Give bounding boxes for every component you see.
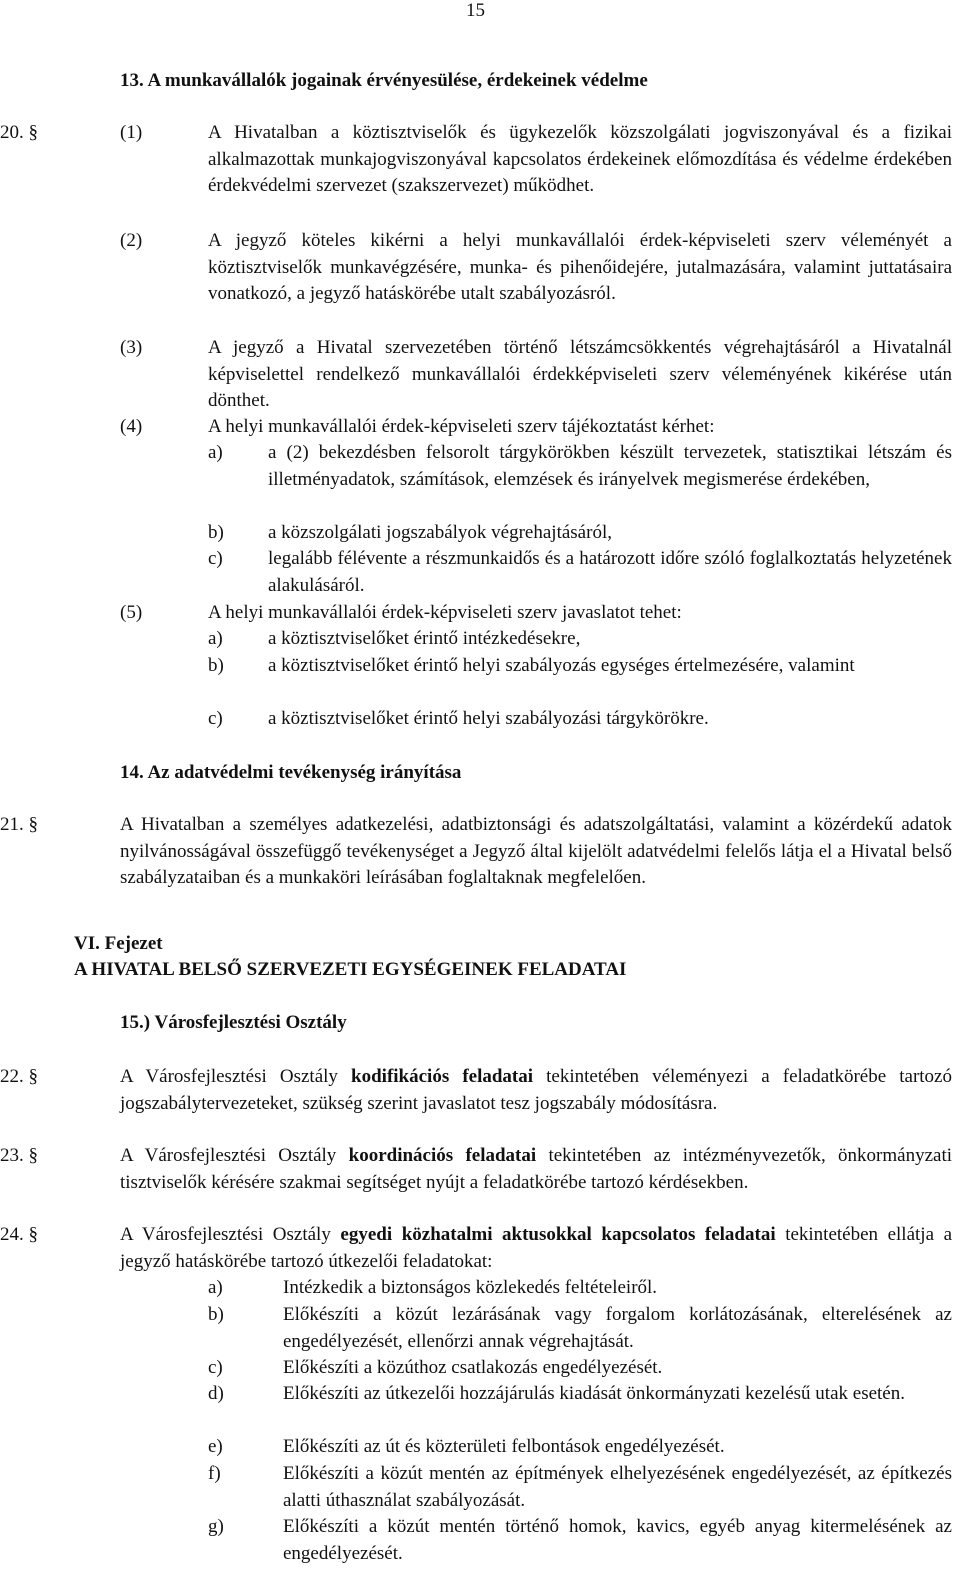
- list-item-letter: a): [208, 1277, 223, 1298]
- item-text: A jegyző a Hivatal szervezetében történő létszámcsökkentés végrehajtásáról a Hivatalnál képviselettel rendelkező munkavállalói érdekképviseleti szerv véleményének kikérése után dönthet.: [208, 337, 952, 411]
- item-number: (2): [120, 230, 143, 251]
- sub-item-letter: b): [208, 522, 224, 543]
- list-item-text: Előkészíti a közút lezárásának vagy forgalom korlátozásának, elterelésének az engedélyezését, ellenőrzi annak végrehajtását.: [283, 1304, 952, 1352]
- list-item-text: Előkészíti az út és közterületi felbontások engedélyezését.: [283, 1436, 725, 1457]
- list-item-letter: e): [208, 1436, 223, 1457]
- item-number: (5): [120, 602, 143, 623]
- chapter-title: VI. Fejezet: [74, 933, 163, 954]
- paragraph-23-number: 23. §: [0, 1145, 38, 1166]
- sub-item-text: a (2) bekezdésben felsorolt tárgykörökben készült tervezetek, statisztikai létszám és illetményadatok, számítások, elemzések és irányelvek megismerése érdekében,: [268, 442, 952, 490]
- item-number: (1): [120, 122, 143, 143]
- list-item-text: Intézkedik a biztonságos közlekedés feltételeiről.: [283, 1277, 658, 1298]
- item-text: A Hivatalban a köztisztviselők és ügykezelők közszolgálati jogviszonyával és a fizikai alkalmazottak munkajogviszonyával kapcsolatos érdekeinek előmozdítása és védelme érdekében érdekvédelmi szervezet (szakszervezet) működhet.: [208, 122, 952, 196]
- page-number: 15: [466, 0, 485, 21]
- emphasis: egyedi közhatalmi aktusokkal kapcsolatos feladatai: [340, 1224, 776, 1245]
- section-14-title: 14. Az adatvédelmi tevékenység irányítása: [120, 762, 462, 783]
- paragraph-24-number: 24. §: [0, 1224, 38, 1245]
- item-text: A helyi munkavállalói érdek-képviseleti szerv tájékoztatást kérhet:: [208, 416, 715, 437]
- paragraph-22-text: A Városfejlesztési Osztály kodifikációs feladatai tekintetében véleményezi a feladatkörébe tartozó jogszabálytervezeteket, szükség szerint javaslatot tesz jogszabály módosításra.: [120, 1066, 952, 1114]
- list-item-letter: d): [208, 1383, 224, 1404]
- item-text: A helyi munkavállalói érdek-képviseleti szerv javaslatot tehet:: [208, 602, 682, 623]
- sub-item-letter: c): [208, 548, 223, 569]
- list-item-letter: c): [208, 1357, 223, 1378]
- paragraph-21-number: 21. §: [0, 814, 38, 835]
- item-number: (4): [120, 416, 143, 437]
- sub-item-text: a közszolgálati jogszabályok végrehajtásáról,: [268, 522, 612, 543]
- item-text: A jegyző köteles kikérni a helyi munkavállalói érdek-képviseleti szerv véleményét a köztisztviselők munkavégzésére, munka- és pihenőidejére, jutalmazására, valamint juttatásaira vonatkozó, a jegyző hatáskörébe utalt szabályozásról.: [208, 230, 952, 304]
- sub-item-text: a köztisztviselőket érintő helyi szabályozás egységes értelmezésére, valamint: [268, 655, 855, 676]
- list-item-text: Előkészíti a közúthoz csatlakozás engedélyezését.: [283, 1357, 663, 1378]
- sub-item-letter: b): [208, 655, 224, 676]
- paragraph-23-text: A Városfejlesztési Osztály koordinációs feladatai tekintetében az intézményvezetők, önkormányzati tisztviselők kérésére szakmai segítséget nyújt a feladatkörébe tartozó kérdésekben.: [120, 1145, 953, 1193]
- list-item-letter: f): [208, 1463, 221, 1484]
- sub-item-letter: a): [208, 628, 223, 649]
- sub-item-letter: c): [208, 708, 223, 729]
- emphasis: koordinációs feladatai: [348, 1145, 537, 1166]
- list-item-text: Előkészíti a közút mentén az építmények elhelyezésének engedélyezését, az építkezés alatti úthasználat szabályozását.: [283, 1463, 952, 1511]
- list-item-text: Előkészíti az útkezelői hozzájárulás kiadását önkormányzati kezelésű utak esetén.: [283, 1383, 905, 1404]
- section-13-title: 13. A munkavállalók jogainak érvényesülése, érdekeinek védelme: [120, 70, 648, 91]
- list-item-letter: g): [208, 1516, 224, 1537]
- list-item-text: Előkészíti a közút mentén történő homok, kavics, egyéb anyag kitermelésének az engedélyezését.: [283, 1516, 952, 1564]
- section-15-title: 15.) Városfejlesztési Osztály: [120, 1012, 347, 1033]
- paragraph-22-number: 22. §: [0, 1066, 38, 1087]
- chapter-subtitle: A HIVATAL BELSŐ SZERVEZETI EGYSÉGEINEK FELADATAI: [74, 959, 627, 980]
- sub-item-text: a köztisztviselőket érintő helyi szabályozási tárgykörökre.: [268, 708, 709, 729]
- paragraph-21-text: A Hivatalban a személyes adatkezelési, adatbiztonsági és adatszolgáltatási, valamint a közérdekű adatok nyilvánosságával összefüggő tevékenységet a Jegyző által kijelölt adatvédelmi felelős látja el a Hivatal belső szabályzataiban és a munkaköri leírásában foglaltaknak megfelelően.: [120, 814, 952, 888]
- paragraph-20-number: 20. §: [0, 122, 38, 143]
- paragraph-24-text: A Városfejlesztési Osztály egyedi közhatalmi aktusokkal kapcsolatos feladatai tekintetében ellátja a jegyző hatáskörébe tartozó útkezelői feladatokat:: [120, 1224, 953, 1272]
- list-item-letter: b): [208, 1304, 224, 1325]
- sub-item-letter: a): [208, 442, 223, 463]
- emphasis: kodifikációs feladatai: [351, 1066, 534, 1087]
- item-number: (3): [120, 337, 143, 358]
- sub-item-text: a köztisztviselőket érintő intézkedésekre,: [268, 628, 581, 649]
- sub-item-text: legalább félévente a részmunkaidős és a határozott időre szóló foglalkoztatás helyzetének alakulásáról.: [268, 548, 952, 596]
